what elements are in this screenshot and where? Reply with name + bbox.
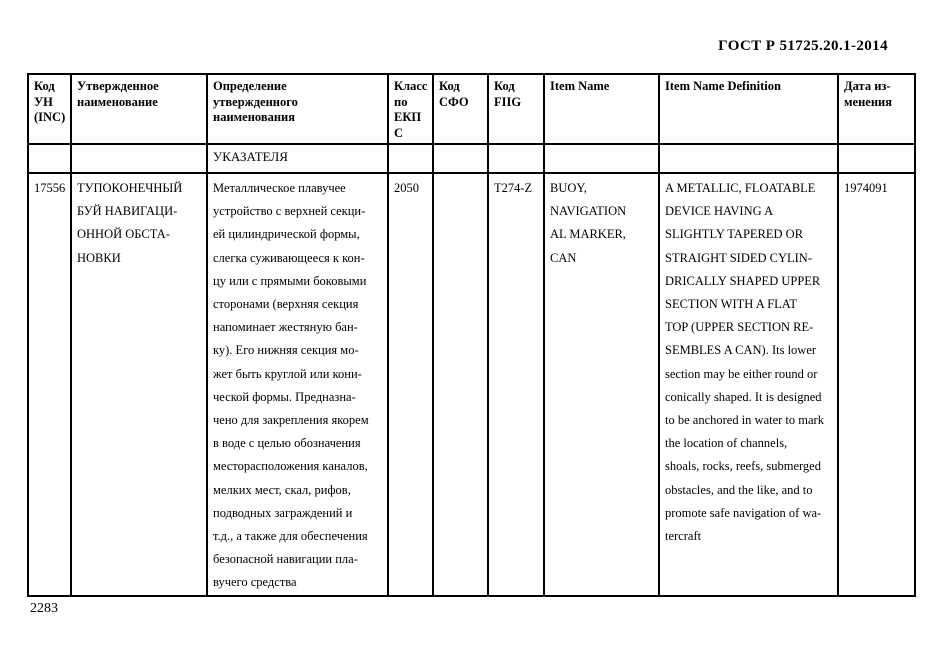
cont-cell-ekps-class [388,144,433,173]
cell-fiig-code: T274-Z [488,173,544,596]
cont-cell-item-name [544,144,659,173]
item-codes-table [27,73,916,597]
cell-item-name-definition: A METALLIC, FLOATABLE DEVICE HAVING A SLIGHTLY TAPERED OR STRAIGHT SIDED CYLIN- DRICALLY SHAPED UPPER SECTION WITH A FLAT TOP (UPPER SECTION RE- SEMBLES A CAN). Its lower section may be either round or conically shaped. It is designed to be anchored in water to mark the location of channels, shoals, rocks, reefs, submerged obstacles, and the like, and to promote safe navigation of wa- tercraft [659,173,838,596]
col-header-approved-definition: Определение утвержденного наименования [207,74,388,144]
cont-cell-sfo-code [433,144,488,173]
col-header-sfo-code: Код СФО [433,74,488,144]
cont-cell-fiig-code [488,144,544,173]
table-row [28,173,915,596]
col-header-item-name: Item Name [544,74,659,144]
cont-cell-approved-name [71,144,207,173]
col-header-change-date: Дата из- менения [838,74,915,144]
col-header-inc-code: Код УН (INC) [28,74,71,144]
cell-change-date: 1974091 [838,173,915,596]
cell-approved-definition: Металлическое плавучее устройство с верхней секци- ей цилиндрической формы, слегка суживающееся к кон- цу или с прямыми боковыми сторонами (верхняя секция напоминает жестяную бан- ку). Его нижняя секция мо- жет быть круглой или кони- ческой формы. Предназна- чено для закрепления якорем в воде с целью обозначения месторасположения каналов, мелких мест, скал, рифов, подводных заграждений и т.д., а также для обеспечения безопасной навигации пла- вучего средства [207,173,388,596]
col-header-ekps-class: Класс по ЕКП С [388,74,433,144]
page-number: 2283 [30,601,58,616]
cell-sfo-code [433,173,488,596]
cont-cell-item-name-definition [659,144,838,173]
col-header-item-name-definition: Item Name Definition [659,74,838,144]
cell-approved-name: ТУПОКОНЕЧНЫЙ БУЙ НАВИГАЦИ- ОННОЙ ОБСТА- НОВКИ [71,173,207,596]
cell-item-name: BUOY, NAVIGATION AL MARKER, CAN [544,173,659,596]
cell-inc-code: 17556 [28,173,71,596]
col-header-fiig-code: Код FIIG [488,74,544,144]
cell-ekps-class: 2050 [388,173,433,596]
cont-cell-approved-definition: УКАЗАТЕЛЯ [207,144,388,173]
col-header-approved-name: Утвержденное наименование [71,74,207,144]
cont-cell-inc-code [28,144,71,173]
standard-number-header: ГОСТ Р 51725.20.1-2014 [718,38,888,54]
cont-cell-change-date [838,144,915,173]
continuation-row [28,144,915,173]
table-header-row [28,74,915,144]
